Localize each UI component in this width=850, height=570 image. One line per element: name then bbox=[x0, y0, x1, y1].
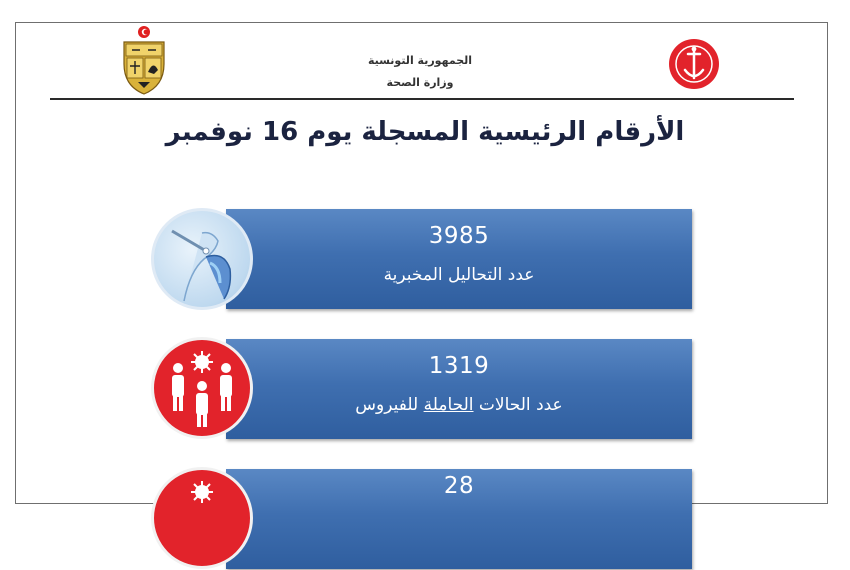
stat-label: عدد التحاليل المخبرية bbox=[383, 265, 535, 285]
stat-label-underlined: الحاملة bbox=[423, 395, 474, 415]
stat-value: 3985 bbox=[428, 223, 490, 249]
tunisia-coat-of-arms-icon bbox=[118, 24, 170, 96]
page-title: الأرقام الرئيسية المسجلة يوم 16 نوفمبر bbox=[165, 117, 685, 147]
header-text bbox=[330, 50, 510, 94]
lab-swab-test-icon bbox=[151, 208, 253, 310]
stat-card-lab-tests bbox=[226, 209, 692, 309]
stat-label bbox=[226, 395, 692, 415]
stat-label-suffix: للفيروس bbox=[355, 395, 424, 415]
stat-label-prefix: عدد الحالات bbox=[473, 395, 563, 415]
infected-people-graphic bbox=[154, 340, 250, 436]
infected-people-icon bbox=[151, 467, 253, 569]
header-divider bbox=[50, 98, 794, 100]
infected-people-graphic bbox=[154, 470, 250, 566]
stat-value: 28 bbox=[443, 473, 475, 499]
red-crescent-icon bbox=[668, 38, 720, 90]
infected-people-icon bbox=[151, 337, 253, 439]
header-country: الجمهورية التونسية bbox=[367, 54, 473, 67]
stat-card-third bbox=[226, 469, 692, 569]
lab-swab-test-graphic bbox=[154, 211, 250, 307]
stat-value: 1319 bbox=[428, 353, 490, 379]
header-ministry: وزارة الصحة bbox=[386, 76, 454, 89]
stat-card-positive-cases bbox=[226, 339, 692, 439]
